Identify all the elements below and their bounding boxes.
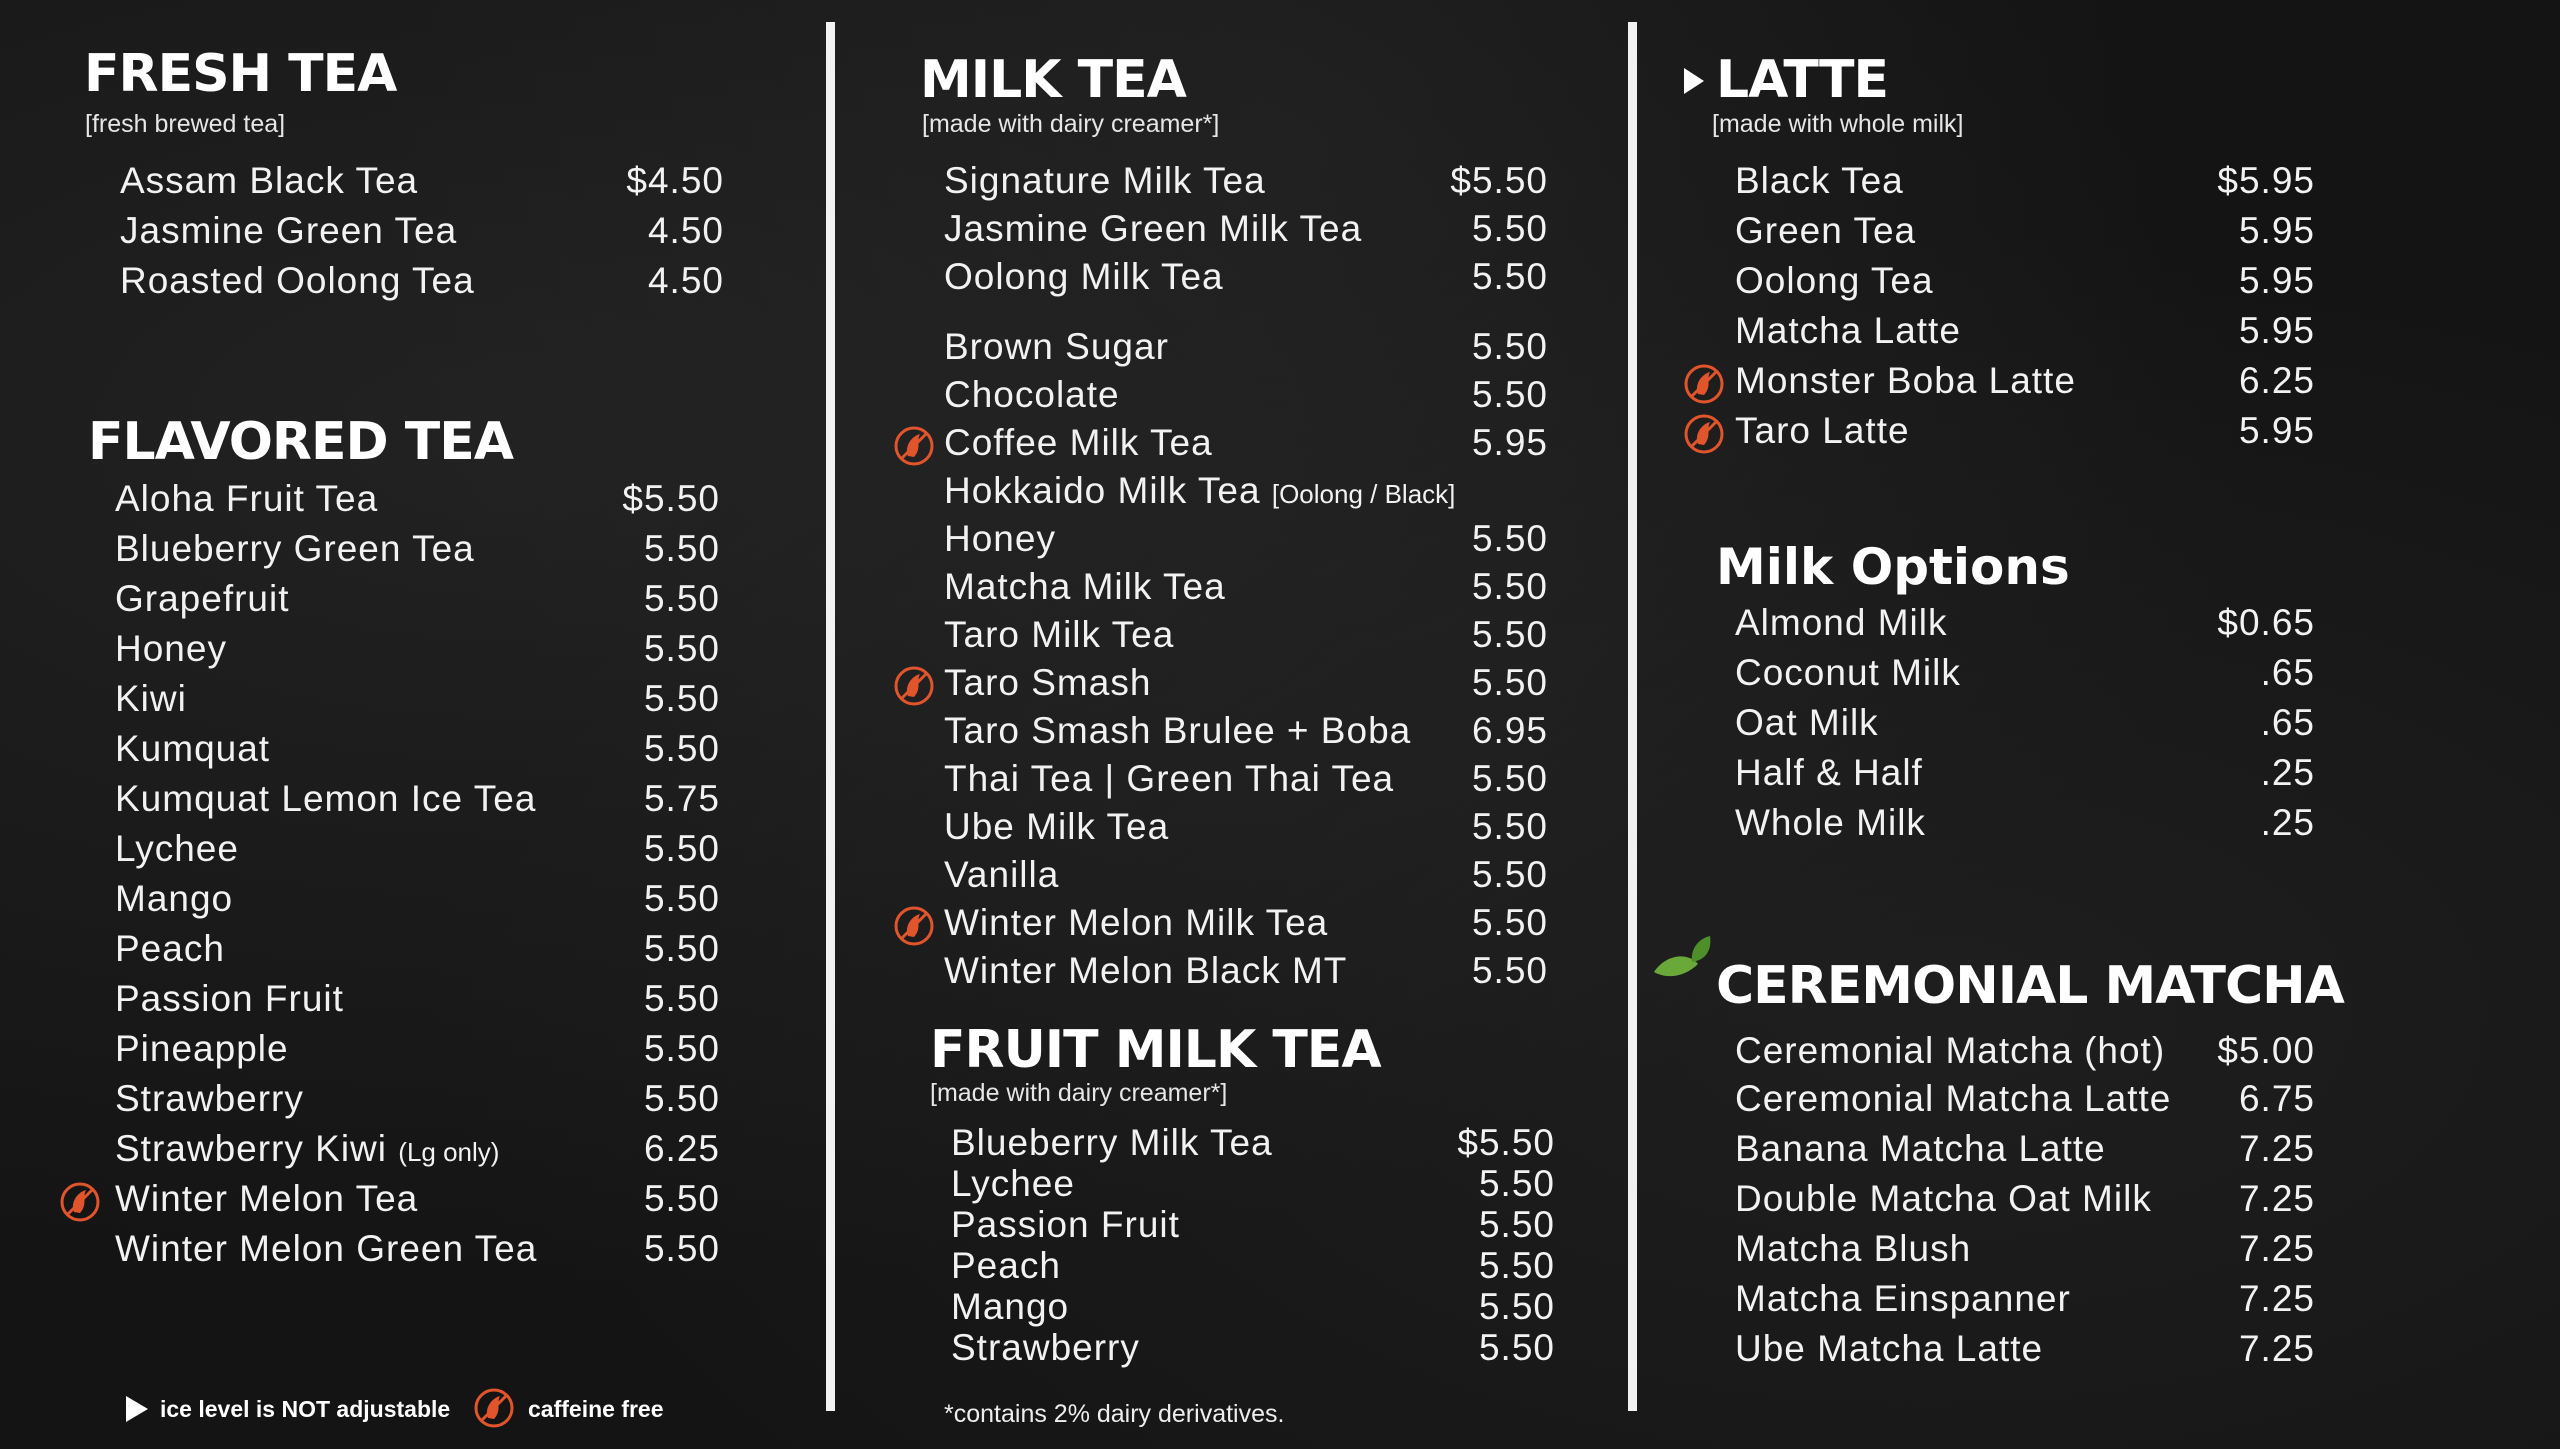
menu-item — [115, 978, 720, 1022]
menu-item — [115, 1228, 720, 1272]
menu-item — [951, 1327, 1555, 1371]
item-name: Grapefruit — [115, 578, 290, 619]
menu-item — [115, 1178, 720, 1222]
item-name: Winter Melon Tea — [115, 1178, 419, 1219]
latte-title: LATTE — [1716, 50, 1888, 110]
item-price: $5.95 — [2217, 160, 2315, 201]
play-triangle-icon — [126, 1396, 148, 1422]
menu-item — [120, 260, 724, 304]
item-name: Oat Milk — [1735, 702, 1879, 743]
menu-item — [944, 614, 1548, 658]
item-name: Blueberry Milk Tea — [951, 1122, 1273, 1163]
menu-item — [951, 1286, 1555, 1330]
menu-item — [115, 1128, 720, 1172]
menu-item — [1735, 1078, 2315, 1122]
item-price: $5.00 — [2217, 1030, 2315, 1071]
caffeine-free-icon — [1682, 412, 1726, 456]
menu-item — [944, 854, 1548, 898]
item-name: Taro Smash — [944, 662, 1152, 703]
menu-item — [115, 678, 720, 722]
legend-caffeine-free-text: caffeine free — [528, 1396, 664, 1422]
menu-item — [944, 374, 1548, 418]
item-price: 5.50 — [1471, 662, 1548, 703]
item-name: Lychee — [951, 1163, 1075, 1204]
item-price: 6.75 — [2238, 1078, 2315, 1119]
item-price: .25 — [2260, 802, 2315, 843]
item-price: 5.50 — [1471, 806, 1548, 847]
menu-item — [1735, 702, 2315, 746]
item-name: Jasmine Green Milk Tea — [944, 208, 1363, 249]
item-price: 5.50 — [643, 1028, 720, 1069]
item-name: Winter Melon Green Tea — [115, 1228, 538, 1269]
menu-item — [115, 728, 720, 772]
menu-item — [1735, 1178, 2315, 1222]
caffeine-free-icon — [892, 904, 936, 948]
menu-item — [951, 1163, 1555, 1207]
menu-item — [944, 950, 1548, 994]
item-name: Assam Black Tea — [120, 160, 419, 201]
menu-item — [1735, 802, 2315, 846]
item-name: Kumquat — [115, 728, 271, 769]
menu-item — [944, 902, 1548, 946]
menu-item — [1735, 410, 2315, 454]
menu-item — [115, 828, 720, 872]
menu-item — [944, 566, 1548, 610]
item-name: Kumquat Lemon Ice Tea — [115, 778, 537, 819]
item-price: 5.50 — [643, 878, 720, 919]
item-name: Honey — [944, 518, 1056, 559]
item-price: 7.25 — [2238, 1178, 2315, 1219]
item-price: 5.50 — [1471, 374, 1548, 415]
item-price: 7.25 — [2238, 1228, 2315, 1269]
menu-item — [944, 758, 1548, 802]
item-price: $5.50 — [1450, 160, 1548, 201]
item-price: 5.50 — [643, 978, 720, 1019]
item-name: Brown Sugar — [944, 326, 1169, 367]
item-name: Strawberry — [951, 1327, 1140, 1368]
item-price: 5.50 — [1471, 614, 1548, 655]
menu-item — [115, 528, 720, 572]
item-price: 5.50 — [1471, 902, 1548, 943]
item-name: Green Tea — [1735, 210, 1917, 251]
menu-item — [115, 1028, 720, 1072]
item-name: Blueberry Green Tea — [115, 528, 475, 569]
item-price: 5.50 — [643, 628, 720, 669]
item-price: 4.50 — [647, 210, 724, 251]
item-name: Taro Milk Tea — [944, 614, 1175, 655]
menu-item — [1735, 260, 2315, 304]
caffeine-free-icon — [58, 1180, 102, 1224]
item-price: 5.50 — [643, 928, 720, 969]
item-price: 5.50 — [1478, 1286, 1555, 1327]
menu-item — [1735, 360, 2315, 404]
item-name: Mango — [115, 878, 234, 919]
item-price: 5.50 — [1471, 566, 1548, 607]
item-name-text: Hokkaido Milk Tea — [944, 470, 1261, 511]
milk-tea-title: MILK TEA — [920, 50, 1186, 110]
menu-item — [951, 1204, 1555, 1248]
item-name: Strawberry — [115, 1078, 304, 1119]
item-price: .25 — [2260, 752, 2315, 793]
menu-item — [944, 710, 1548, 754]
column-divider — [826, 22, 835, 1411]
menu-item — [1735, 752, 2315, 796]
menu-item — [944, 326, 1548, 370]
item-price: 5.50 — [1471, 208, 1548, 249]
item-name: Ube Milk Tea — [944, 806, 1170, 847]
menu-item — [120, 210, 724, 254]
menu-item — [1735, 1128, 2315, 1172]
menu-item — [944, 518, 1548, 562]
item-name: Matcha Latte — [1735, 310, 1961, 351]
item-name: Almond Milk — [1735, 602, 1948, 643]
menu-item — [951, 1245, 1555, 1289]
item-price: 5.50 — [643, 728, 720, 769]
item-price: 5.50 — [1478, 1204, 1555, 1245]
menu-item — [1735, 1228, 2315, 1272]
item-name: Kiwi — [115, 678, 187, 719]
item-name: Aloha Fruit Tea — [115, 478, 379, 519]
menu-item — [1735, 1030, 2315, 1074]
menu-item — [115, 878, 720, 922]
item-price: .65 — [2260, 652, 2315, 693]
menu-item — [944, 256, 1548, 300]
item-name: Passion Fruit — [115, 978, 344, 1019]
item-price: 5.50 — [1471, 326, 1548, 367]
item-name: Taro Latte — [1735, 410, 1910, 451]
menu-item — [115, 928, 720, 972]
item-price: 6.95 — [1471, 710, 1548, 751]
item-price: 5.95 — [2238, 260, 2315, 301]
menu-item — [115, 1078, 720, 1122]
menu-item — [951, 1122, 1555, 1166]
latte-subtitle: [made with whole milk] — [1712, 110, 1964, 138]
item-price: 6.25 — [643, 1128, 720, 1169]
item-name: Matcha Milk Tea — [944, 566, 1226, 607]
item-price: 5.95 — [2238, 210, 2315, 251]
menu-item — [944, 662, 1548, 706]
item-name: Honey — [115, 628, 227, 669]
menu-item — [115, 478, 720, 522]
menu-item — [944, 806, 1548, 850]
item-price: 5.95 — [2238, 310, 2315, 351]
item-price: $4.50 — [626, 160, 724, 201]
item-name: Black Tea — [1735, 160, 1904, 201]
menu-item — [1735, 602, 2315, 646]
menu-item — [1735, 160, 2315, 204]
item-name: Roasted Oolong Tea — [120, 260, 475, 301]
item-price: 5.50 — [643, 1078, 720, 1119]
play-triangle-icon — [1684, 68, 1704, 94]
item-price: 5.50 — [643, 528, 720, 569]
item-name: Ube Matcha Latte — [1735, 1328, 2044, 1369]
item-price: 7.25 — [2238, 1328, 2315, 1369]
item-price: 5.50 — [643, 578, 720, 619]
item-price: 6.25 — [2238, 360, 2315, 401]
fresh-tea-subtitle: [fresh brewed tea] — [85, 110, 286, 138]
fresh-tea-title: FRESH TEA — [84, 44, 397, 104]
item-name: Monster Boba Latte — [1735, 360, 2076, 401]
menu-item — [1735, 1328, 2315, 1372]
item-note: [Oolong / Black] — [1271, 479, 1456, 509]
menu-item — [115, 628, 720, 672]
item-price: 5.50 — [1471, 256, 1548, 297]
menu-item — [1735, 210, 2315, 254]
item-name: Chocolate — [944, 374, 1120, 415]
item-price: 5.50 — [1478, 1327, 1555, 1368]
item-name: Signature Milk Tea — [944, 160, 1266, 201]
item-price: 5.50 — [643, 1178, 720, 1219]
item-name: Vanilla — [944, 854, 1060, 895]
item-price: 5.95 — [2238, 410, 2315, 451]
item-price: 5.50 — [643, 828, 720, 869]
item-price: 7.25 — [2238, 1278, 2315, 1319]
menu-item — [944, 160, 1548, 204]
menu-item — [115, 778, 720, 822]
item-name: Oolong Milk Tea — [944, 256, 1224, 297]
menu-item — [944, 422, 1548, 466]
item-name: Ceremonial Matcha Latte — [1735, 1078, 2172, 1119]
item-price: 7.25 — [2238, 1128, 2315, 1169]
item-price: 5.75 — [643, 778, 720, 819]
item-price: 5.50 — [643, 678, 720, 719]
menu-item — [120, 160, 724, 204]
item-name: Thai Tea | Green Thai Tea — [944, 758, 1395, 799]
fruit-milk-tea-subtitle: [made with dairy creamer*] — [930, 1079, 1228, 1107]
menu-item — [944, 208, 1548, 252]
item-name: Oolong Tea — [1735, 260, 1934, 301]
item-name: Winter Melon Black MT — [944, 950, 1348, 991]
legend-ice-text: ice level is NOT adjustable — [160, 1396, 451, 1422]
item-name: Matcha Blush — [1735, 1228, 1972, 1269]
item-price: 5.50 — [1471, 950, 1548, 991]
milk-options-title: Milk Options — [1716, 538, 2070, 596]
item-name: Mango — [951, 1286, 1070, 1327]
menu-item — [1735, 652, 2315, 696]
item-name: Half & Half — [1735, 752, 1923, 793]
item-name: Taro Smash Brulee + Boba — [944, 710, 1412, 751]
caffeine-free-icon — [892, 424, 936, 468]
item-price: 5.50 — [1471, 518, 1548, 559]
item-name — [115, 1128, 499, 1170]
caffeine-free-icon — [892, 664, 936, 708]
item-name: Peach — [115, 928, 225, 969]
item-price: 4.50 — [647, 260, 724, 301]
menu-item — [1735, 1278, 2315, 1322]
column-divider — [1628, 22, 1637, 1411]
item-name: Banana Matcha Latte — [1735, 1128, 2106, 1169]
item-name: Peach — [951, 1245, 1061, 1286]
item-price: 5.50 — [1471, 758, 1548, 799]
item-name-text: Strawberry Kiwi — [115, 1128, 387, 1169]
item-name: Ceremonial Matcha (hot) — [1735, 1030, 2166, 1071]
item-name: Whole Milk — [1735, 802, 1926, 843]
item-price: 5.50 — [1471, 854, 1548, 895]
item-price: $5.50 — [1457, 1122, 1555, 1163]
flavored-tea-title: FLAVORED TEA — [88, 412, 513, 472]
menu-item — [944, 470, 1548, 514]
dairy-footnote: *contains 2% dairy derivatives. — [944, 1400, 1285, 1428]
item-price: .65 — [2260, 702, 2315, 743]
item-price: $5.50 — [622, 478, 720, 519]
item-name: Winter Melon Milk Tea — [944, 902, 1329, 943]
item-price: $0.65 — [2217, 602, 2315, 643]
item-price: 5.95 — [1471, 422, 1548, 463]
item-price: 5.50 — [1478, 1245, 1555, 1286]
item-price: 5.50 — [1478, 1163, 1555, 1204]
menu-item — [1735, 310, 2315, 354]
fruit-milk-tea-title: FRUIT MILK TEA — [930, 1020, 1381, 1080]
item-note: (Lg only) — [398, 1137, 500, 1167]
caffeine-free-icon — [472, 1386, 516, 1430]
item-name: Jasmine Green Tea — [120, 210, 458, 251]
item-name: Coconut Milk — [1735, 652, 1961, 693]
item-price: 5.50 — [643, 1228, 720, 1269]
item-name: Passion Fruit — [951, 1204, 1180, 1245]
ceremonial-matcha-title: CEREMONIAL MATCHA — [1716, 956, 2344, 1016]
item-name: Coffee Milk Tea — [944, 422, 1213, 463]
leaf-icon — [1652, 934, 1722, 990]
milk-tea-subtitle: [made with dairy creamer*] — [922, 110, 1220, 138]
item-name: Matcha Einspanner — [1735, 1278, 2071, 1319]
item-name — [944, 470, 1455, 512]
menu-item — [115, 578, 720, 622]
item-name: Pineapple — [115, 1028, 289, 1069]
item-name: Double Matcha Oat Milk — [1735, 1178, 2152, 1219]
item-name: Lychee — [115, 828, 239, 869]
caffeine-free-icon — [1682, 362, 1726, 406]
